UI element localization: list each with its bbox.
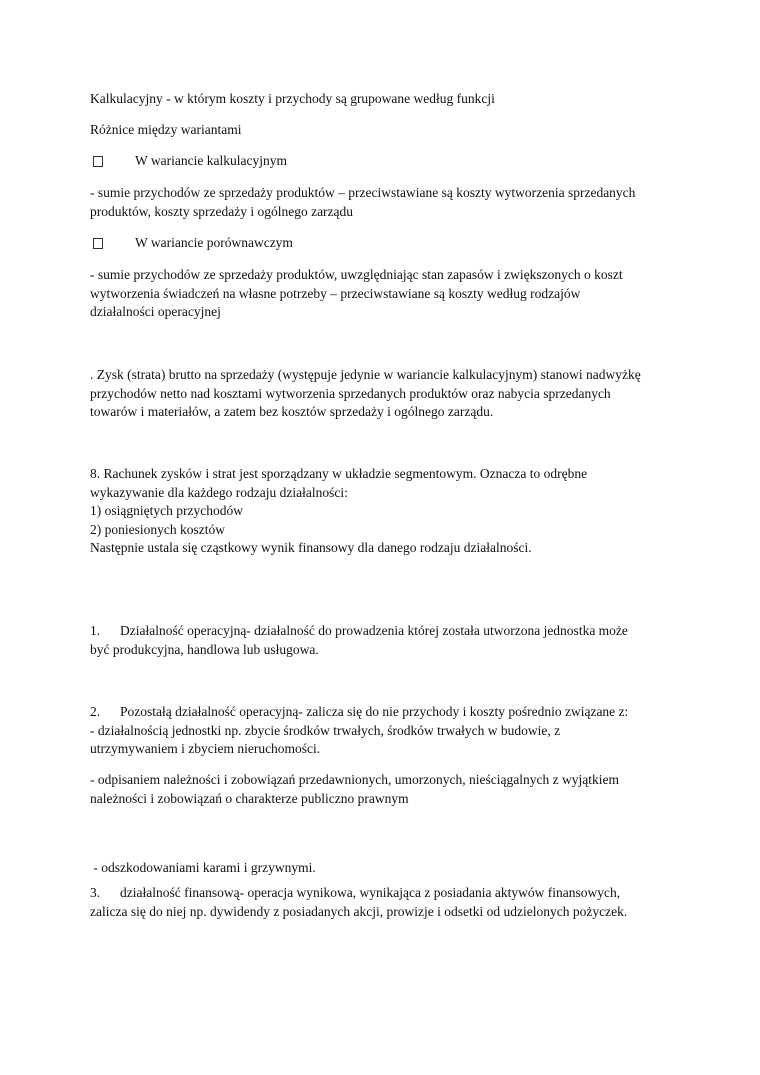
numbered-item-2: 2. Pozostałą działalność operacyjną- zalicza się do nie przychody i koszty pośrednio związane z: - działalnością jednostki np. zbycie środków trwałych, środków trwałych w budowie, z utrzymywaniem i zbyciem nieruchomości.: [90, 704, 629, 756]
paragraph-odszkodowaniami: - odszkodowaniami karami i grzywnymi.: [90, 860, 316, 875]
bullet-item-kalkulacyjny: W wariancie kalkulacyjnym: [90, 153, 287, 169]
paragraph-zysk-brutto: . Zysk (strata) brutto na sprzedaży (występuje jedynie w wariancie kalkulacyjnym) stanowi nadwyżkę przychodów netto nad kosztami wytworzenia sprzedanych produktów oraz nabycia sprzedanych towarów i materiałów, a zatem bez kosztów sprzedaży i ogólnego zarządu.: [90, 367, 641, 419]
square-bullet-icon: [93, 156, 103, 167]
bullet-item-porownawczy: W wariancie porównawczym: [90, 235, 293, 251]
numbered-item-3: 3. działalność finansową- operacja wynikowa, wynikająca z posiadania aktywów finansowych, zalicza się do niej np. dywidendy z posiadanych akcji, prowizje i odsetki od udzielonych pożyczek.: [90, 885, 628, 919]
paragraph-odpisaniem: - odpisaniem należności i zobowiązań przedawnionych, umorzonych, nieściągalnych z wyjątkiem należności i zobowiązań o charakterze publiczno prawnym: [90, 772, 619, 806]
paragraph-kalkulacyjny-desc: - sumie przychodów ze sprzedaży produktów – przeciwstawiane są koszty wytworzenia sprzedanych produktów, koszty sprzedaży i ogólnego zarządu: [90, 185, 636, 219]
paragraph-kalkulacyjny: Kalkulacyjny - w którym koszty i przychody są grupowane według funkcji: [90, 91, 495, 106]
paragraph-porownawczy-desc: - sumie przychodów ze sprzedaży produktów, uwzględniając stan zapasów i zwiększonych o koszt wytworzenia świadczeń na własne potrzeby – przeciwstawiane są koszty według rodzajów działalności operacyjnej: [90, 267, 623, 319]
paragraph-roznice: Różnice między wariantami: [90, 122, 242, 137]
numbered-item-1: 1. Działalność operacyjną- działalność do prowadzenia której została utworzona jednostka może być produkcyjna, handlowa lub usługowa.: [90, 623, 628, 657]
paragraph-rachunek-segmentowy: 8. Rachunek zysków i strat jest sporządzany w układzie segmentowym. Oznacza to odrębne wykazywanie dla każdego rodzaju działalności: 1) osiągniętych przychodów 2) poniesionych kosztów Następnie ustala się cząstkowy wynik finansowy dla danego rodzaju działalności.: [90, 466, 588, 555]
square-bullet-icon: [93, 238, 103, 249]
